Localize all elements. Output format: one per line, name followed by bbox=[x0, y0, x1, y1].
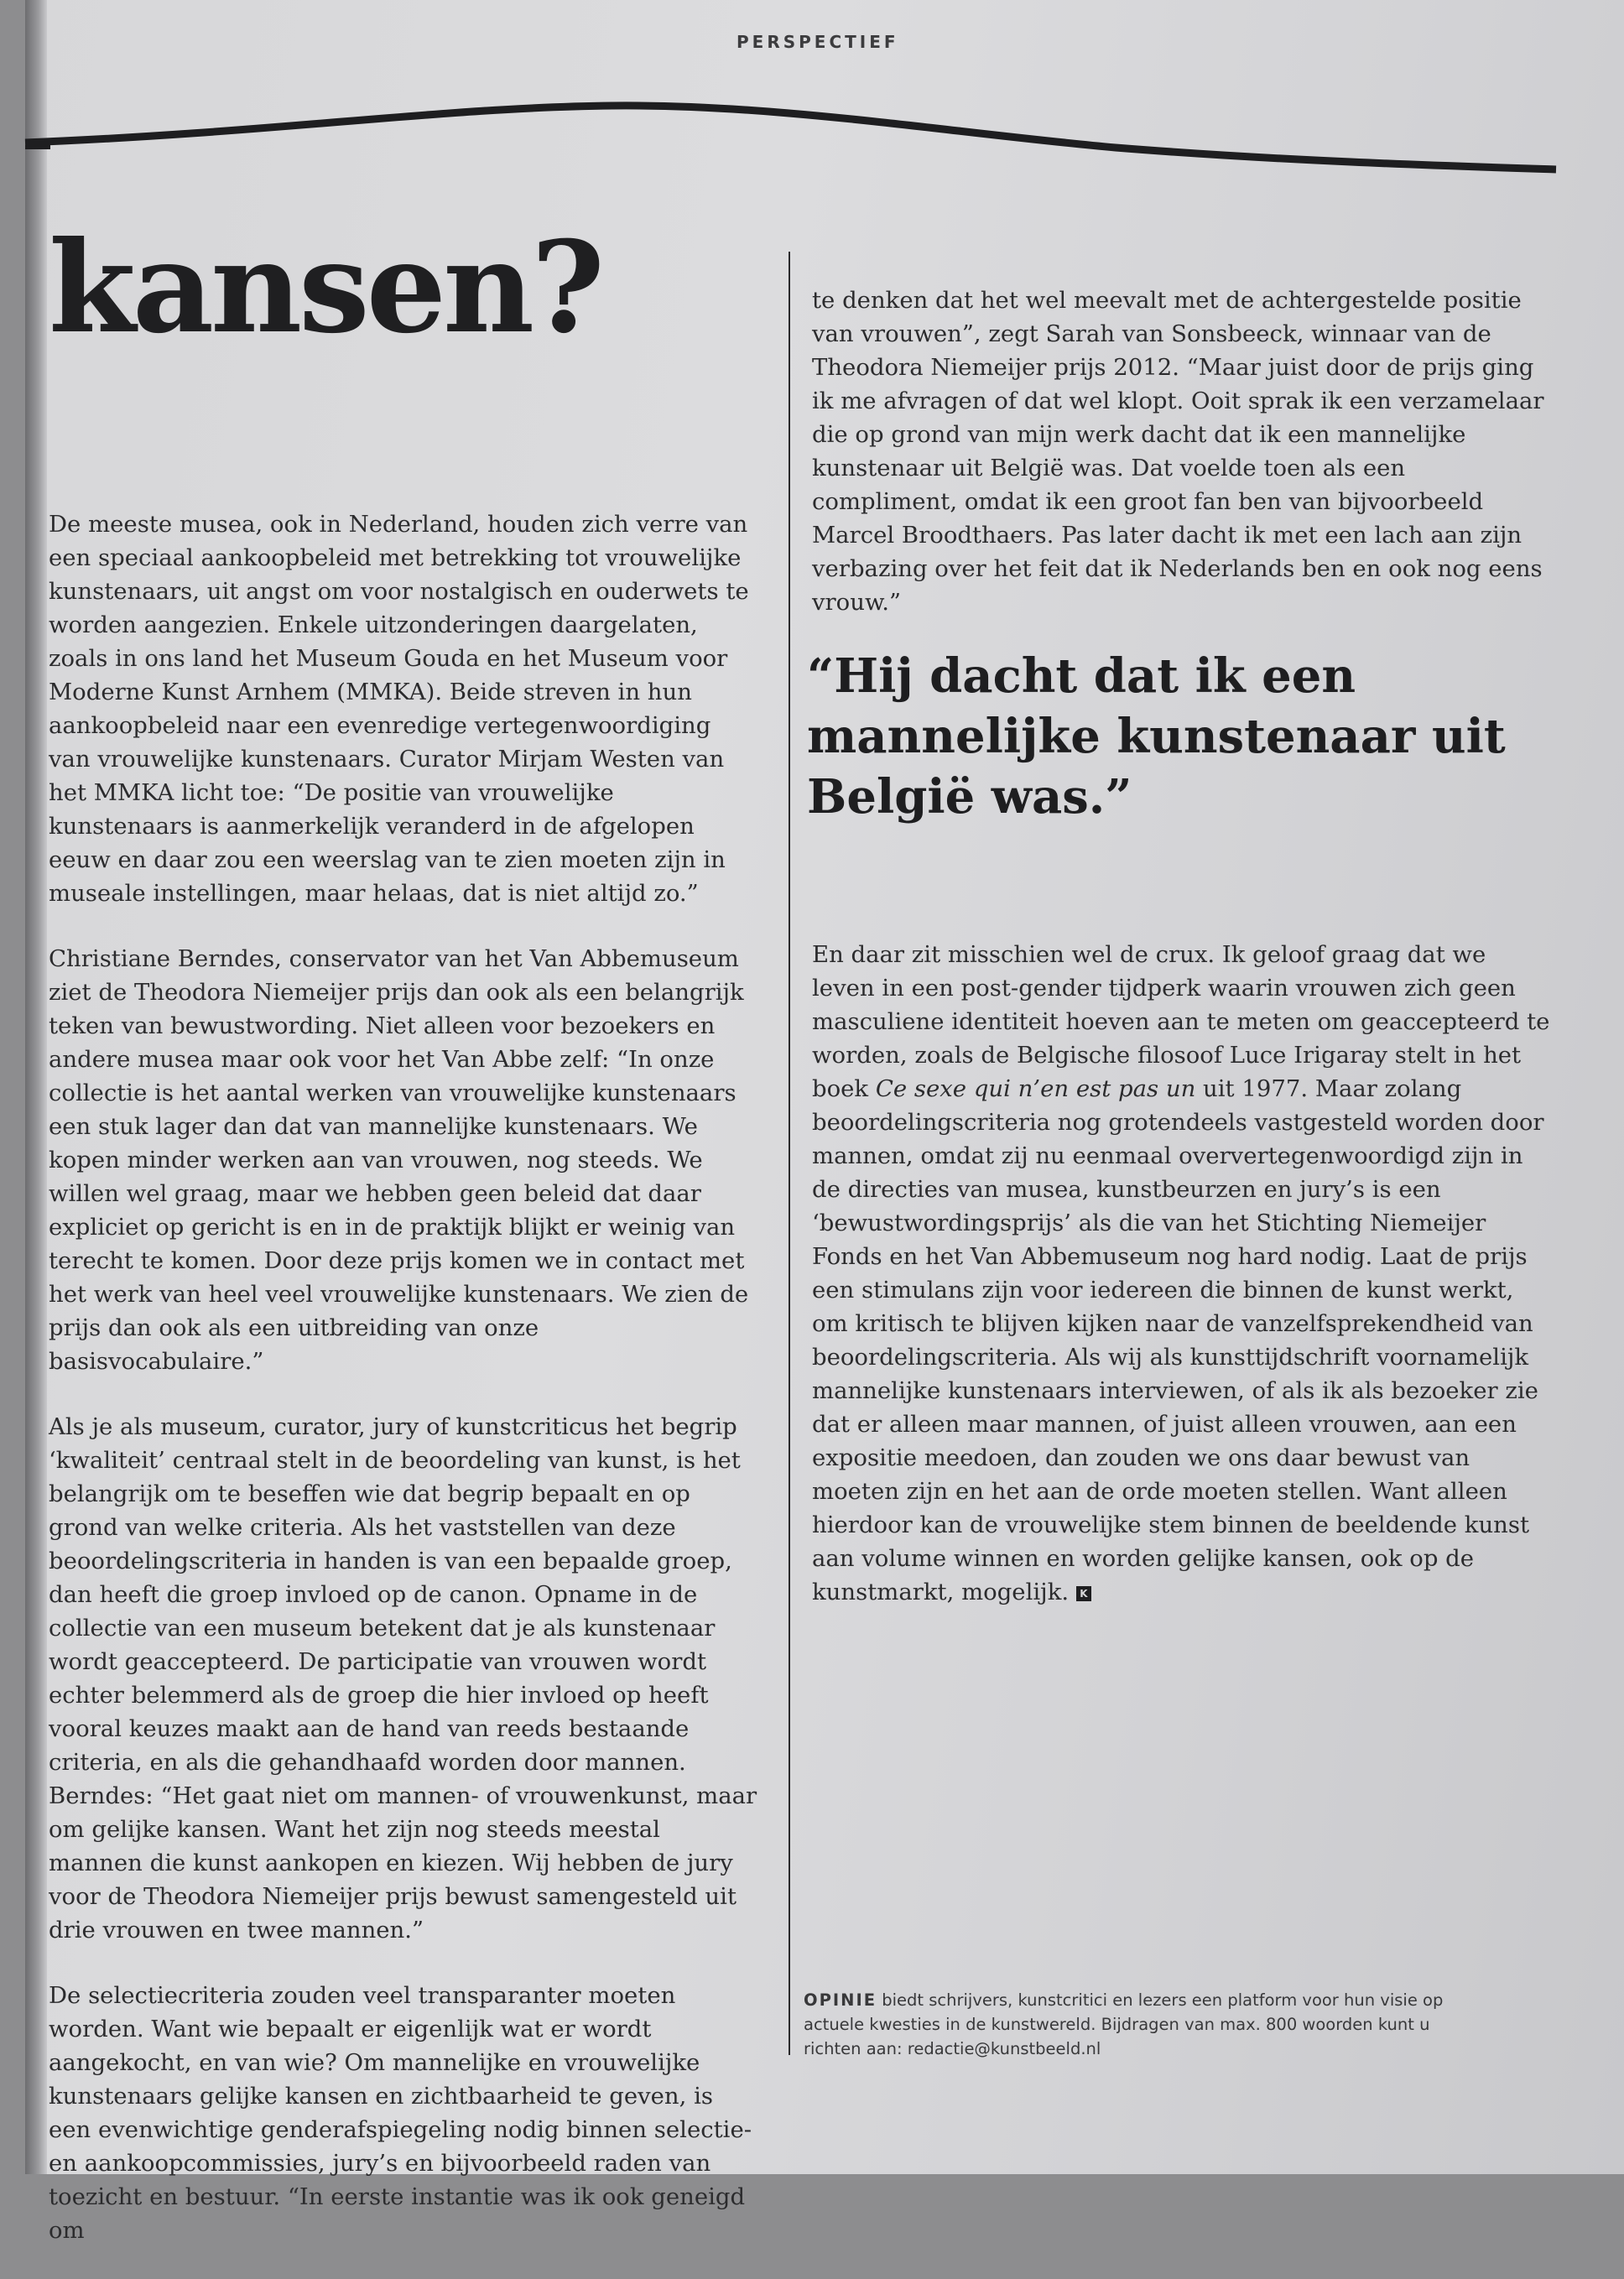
opinion-footnote bbox=[804, 1988, 1458, 2061]
left-column bbox=[49, 507, 757, 2279]
end-mark-icon: K bbox=[1076, 1586, 1091, 1601]
paragraph bbox=[812, 938, 1550, 1609]
pull-quote: “Hij dacht dat ik een mannelijke kunstenaar uit België was.” bbox=[807, 648, 1506, 825]
headline: kansen? bbox=[49, 214, 602, 362]
footnote-text: biedt schrijvers, kunstcritici en lezers een platform voor hun visie op actuele kwesties in de kunstwereld. Bijdragen van max. 800 woorden kunt u richten aan: redactie@kunstbeeld.nl bbox=[804, 1990, 1444, 2058]
decorative-wave-rule bbox=[25, 99, 1624, 191]
magazine-page bbox=[25, 0, 1624, 2244]
right-column-top bbox=[812, 284, 1550, 651]
footnote-label: OPINIE bbox=[804, 1990, 877, 2010]
paragraph: Als je als museum, curator, jury of kunstcriticus het begrip ‘kwaliteit’ centraal stelt in de beoordeling van kunst, is het belangrijk om te beseffen wie dat begrip bepaalt en op grond van welke criteria. Als het vaststellen van deze beoordelingscriteria in handen is van een bepaalde groep, dan heeft die groep invloed op de canon. Opname in de collectie van een museum betekent dat je als kunstenaar wordt geaccepteerd. De participatie van vrouwen wordt echter belemmerd als de groep die hier invloed op heeft vooral keuzes maakt aan de hand van reeds bestaande criteria, en als die gehandhaafd worden door mannen. Berndes: “Het gaat niet om mannen- of vrouwenkunst, maar om gelijke kansen. Want het zijn nog steeds meestal mannen die kunst aankopen en kiezen. Wij hebben de jury voor de Theodora Niemeijer prijs bewust samengesteld uit drie vrouwen en twee mannen.” bbox=[49, 1413, 757, 1943]
paragraph: te denken dat het wel meevalt met de achtergestelde positie van vrouwen”, zegt Sarah van Sonsbeeck, winnaar van de Theodora Niemeijer prijs 2012. “Maar juist door de prijs ging ik me afvragen of dat wel klopt. Ooit sprak ik een verzamelaar die op grond van mijn werk dacht dat ik een mannelijke kunstenaar uit België was. Dat voelde toen als een compliment, omdat ik een groot fan ben van bijvoorbeeld Marcel Broodthaers. Pas later dacht ik met een lach aan zijn verbazing over het feit dat ik Nederlands ben en ook nog eens vrouw.” bbox=[812, 287, 1544, 616]
book-title: Ce sexe qui n’en est pas un bbox=[875, 1075, 1196, 1102]
page-spine-shadow bbox=[25, 0, 47, 2174]
paragraph: Christiane Berndes, conservator van het Van Abbemuseum ziet de Theodora Niemeijer prijs dan ook als een belangrijk teken van bewustwording. Niet alleen voor bezoekers en andere musea maar ook voor het Van Abbe zelf: “In onze collectie is het aantal werken van vrouwelijke kunstenaars een stuk lager dan dat van mannelijke kunstenaars. We kopen minder werken aan van vrouwen, nog steeds. We willen wel graag, maar we hebben geen beleid dat daar expliciet op gericht is en in de praktijk blijkt er weinig van terecht te komen. Door deze prijs komen we in contact met het werk van heel veel vrouwelijke kunstenaars. We zien de prijs dan ook als een uitbreiding van onze basisvocabulaire.” bbox=[49, 945, 749, 1375]
section-label: PERSPECTIEF bbox=[737, 32, 899, 52]
text-run: uit 1977. Maar zolang beoordelingscriteria nog grotendeels vastgesteld worden door mannen, omdat zij nu eenmaal oververtegenwoordigd zijn in de directies van musea, kunstbeurzen en jury’s is een ‘bewustwordingsprijs’ als die van het Stichting Niemeijer Fonds en het Van Abbemuseum nog hard nodig. Laat de prijs een stimulans zijn voor iedereen die binnen de kunst werkt, om kritisch te blijven kijken naar de vanzelfsprekendheid van beoordelingscriteria. Als wij als kunsttijdschrift voornamelijk mannelijke kunstenaars interviewen, of als ik als bezoeker zie dat er alleen maar mannen, of juist alleen vrouwen, aan een expositie meedoen, dan zouden we ons daar bewust van moeten zijn en het aan de orde moeten stellen. Want alleen hierdoor kan de vrouwelijke stem binnen de beeldende kunst aan volume winnen en worden gelijke kansen, ook op de kunstmarkt, mogelijk. bbox=[812, 1075, 1544, 1605]
paragraph: De selectiecriteria zouden veel transparanter moeten worden. Want wie bepaalt er eigenlijk wat er wordt aangekocht, en van wie? Om mannelijke en vrouwelijke kunstenaars gelijke kansen en zichtbaarheid te geven, is een evenwichtige genderafspiegeling nodig binnen selectie- en aankoopcommissies, jury’s en bijvoorbeeld raden van toezicht en bestuur. “In eerste instantie was ik ook geneigd om bbox=[49, 1982, 752, 2244]
right-column-main bbox=[812, 938, 1550, 1641]
text-run: En daar zit misschien wel de crux. Ik geloof graag dat we leven in een post-gender tijdperk waarin vrouwen zich geen masculiene identiteit hoeven aan te meten om geaccepteerd te worden, zoals de Belgische filosoof Luce Irigaray stelt in het boek bbox=[812, 941, 1550, 1102]
column-divider bbox=[789, 252, 790, 2055]
paragraph: De meeste musea, ook in Nederland, houden zich verre van een speciaal aankoopbeleid met betrekking tot vrouwelijke kunstenaars, uit angst om voor nostalgisch en ouderwets te worden aangezien. Enkele uitzonderingen daargelaten, zoals in ons land het Museum Gouda en het Museum voor Moderne Kunst Arnhem (MMKA). Beide streven in hun aankoopbeleid naar een evenredige vertegenwoordiging van vrouwelijke kunstenaars. Curator Mirjam Westen van het MMKA licht toe: “De positie van vrouwelijke kunstenaars is aanmerkelijk veranderd in de afgelopen eeuw en daar zou een weerslag van te zien moeten zijn in museale instellingen, maar helaas, dat is niet altijd zo.” bbox=[49, 511, 749, 907]
